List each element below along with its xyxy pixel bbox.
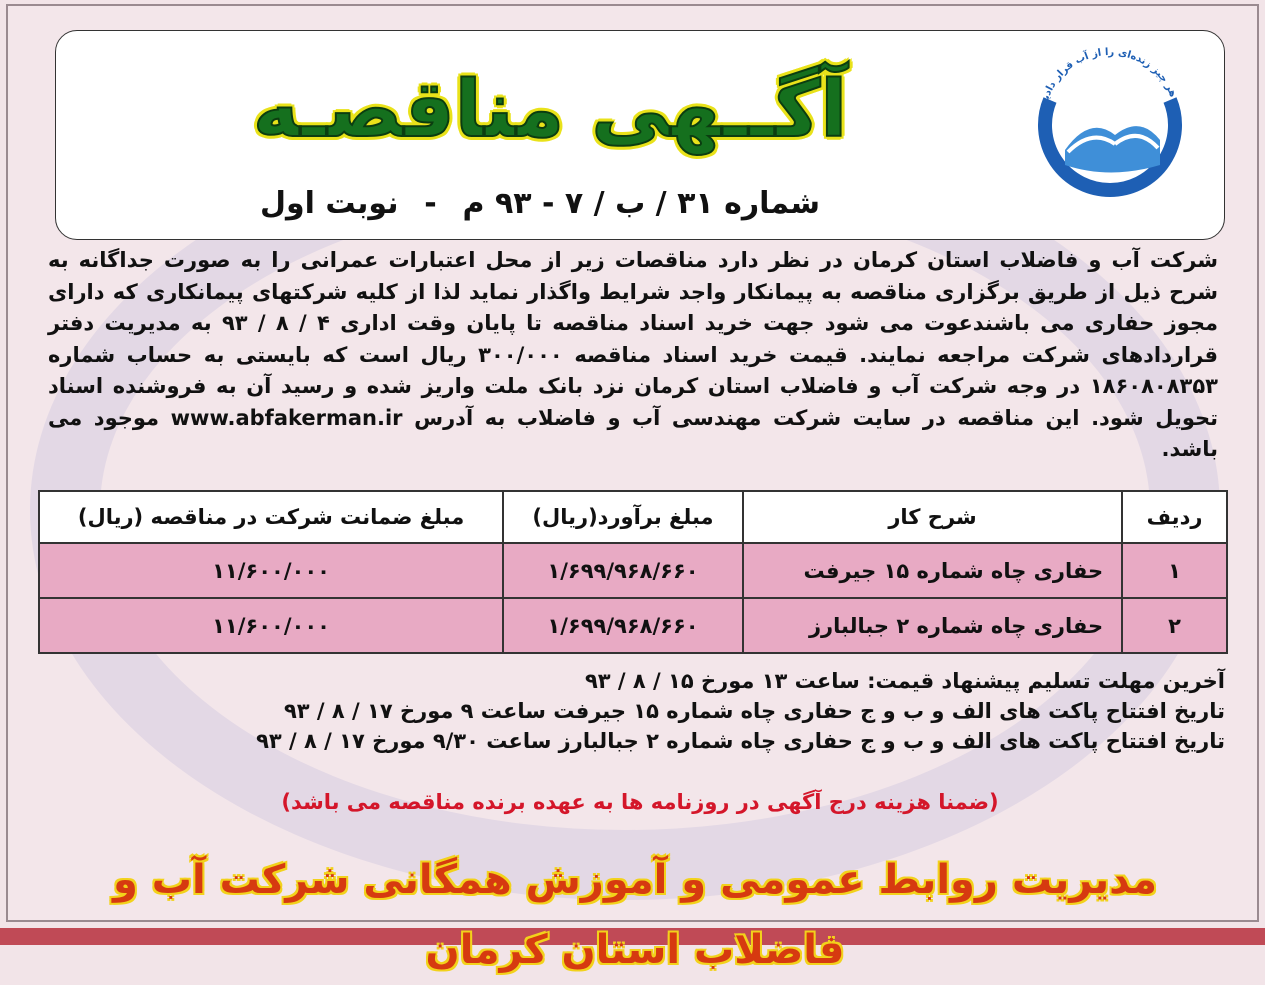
description-cell: حفاری چاه شماره ۱۵ جیرفت xyxy=(743,543,1122,598)
submission-deadline: آخرین مهلت تسلیم پیشنهاد قیمت: ساعت ۱۳ مورخ ۱۵ / ۸ / ۹۳ xyxy=(584,669,1225,693)
table-header-row xyxy=(39,491,1227,543)
table-row xyxy=(39,543,1227,598)
water-company-logo-icon xyxy=(1020,40,1200,215)
description-cell: حفاری چاه شماره ۲ جبالبارز xyxy=(743,598,1122,653)
publication-round: نوبت اول xyxy=(260,185,399,221)
row-number-cell: ۱ xyxy=(1122,543,1227,598)
separator-dash: - xyxy=(424,185,437,221)
column-header-description: شرح کار xyxy=(743,491,1122,543)
estimate-cell: ۱/۶۹۹/۹۶۸/۶۶۰ xyxy=(503,543,743,598)
tender-number-row xyxy=(260,180,820,226)
column-header-guarantee: مبلغ ضمانت شرکت در مناقصه (ریال) xyxy=(39,491,503,543)
advertising-cost-note: (ضمنا هزینه درج آگهی در روزنامه ها به عهده برنده مناقصه می باشد) xyxy=(281,790,999,814)
guarantee-cell: ۱۱/۶۰۰/۰۰۰ xyxy=(39,598,503,653)
column-header-estimate: مبلغ برآورد(ریال) xyxy=(503,491,743,543)
tender-table xyxy=(38,490,1228,654)
table-row xyxy=(39,598,1227,653)
column-header-row-number: ردیف xyxy=(1122,491,1227,543)
deadline-dates xyxy=(60,666,1225,756)
intro-text: شرکت آب و فاضلاب استان کرمان در نظر دارد مناقصات زیر از محل اعتبارات عمرانی را به صورت جداگانه به شرح ذیل از طریق برگزاری مناقصه به پیمانکار واجد شرایط واگذار نماید لذا از کلیه شرکتهای پیمانکاری که دارای مجوز حفاری می باشندعوت می شود جهت خرید اسناد مناقصه تا پایان وقت اداری ۴ / ۸ / ۹۳ به مدیریت دفتر قراردادهای شرکت مراجعه نمایند. قیمت خرید اسناد مناقصه ۳۰۰/۰۰۰ ریال است که بایستی به حساب شماره ۱۸۶۰۸۰۸۳۵۳ در وجه شرکت آب و فاضلاب استان کرمان نزد بانک ملت واریز شده و رسید آن به فروشنده اسناد تحویل شود. این مناقصه در سایت شرکت مهندسی آب و فاضلاب به آدرس xyxy=(48,248,1219,430)
intro-text-end: موجود می باشد. xyxy=(48,405,1218,461)
website-link[interactable]: www.abfakerman.ir xyxy=(170,405,403,430)
guarantee-cell: ۱۱/۶۰۰/۰۰۰ xyxy=(39,543,503,598)
ad-title: آگــهی مناقصـه xyxy=(252,65,848,155)
opening-date-jebalbarez: تاریخ افتتاح پاکت های الف و ب و ج حفاری چاه شماره ۲ جبالبارز ساعت ۹/۳۰ مورخ ۱۷ / ۸ / ۹۳ xyxy=(256,729,1225,753)
intro-paragraph xyxy=(48,245,1218,466)
svg-text:و هر چیز زنده‌ای را از آب قرار xyxy=(1038,47,1181,108)
opening-date-jiroft: تاریخ افتتاح پاکت های الف و ب و ج حفاری چاه شماره ۱۵ جیرفت ساعت ۹ مورخ ۱۷ / ۸ / ۹۳ xyxy=(283,699,1225,723)
logo-slogan-text: و هر چیز زنده‌ای را از آب قرار دادیم xyxy=(1038,46,1182,108)
row-number-cell: ۲ xyxy=(1122,598,1227,653)
tender-number: شماره ۳۱ / ب / ۷ - ۹۳ م xyxy=(462,185,820,221)
footer-signature: مدیریت روابط عمومی و آموزش همگانی شرکت آب و فاضلاب استان کرمان xyxy=(112,857,1157,973)
estimate-cell: ۱/۶۹۹/۹۶۸/۶۶۰ xyxy=(503,598,743,653)
